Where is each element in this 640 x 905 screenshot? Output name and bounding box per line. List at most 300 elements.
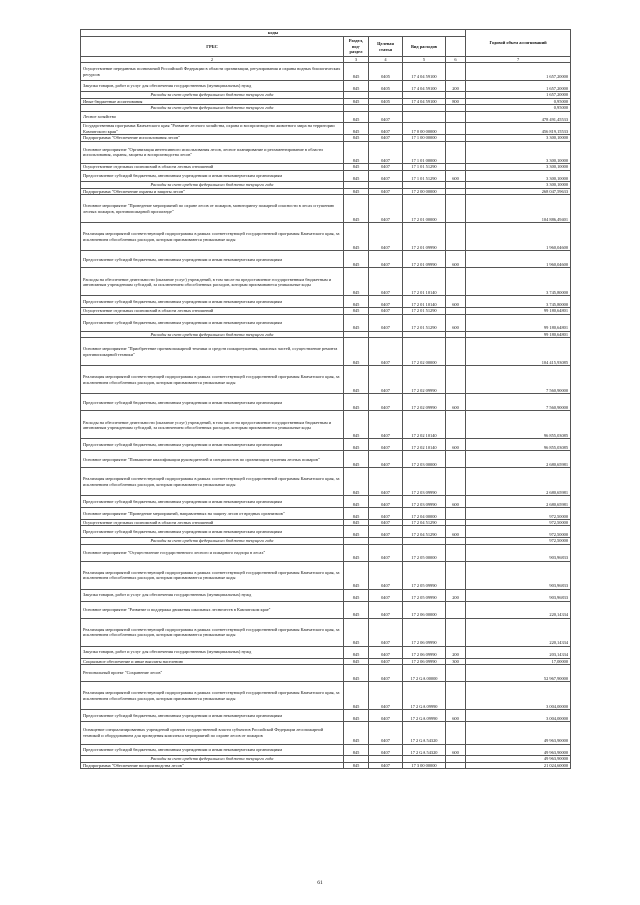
grbs-cell: 845	[344, 63, 369, 80]
amount-cell: 96 855,03085	[466, 411, 571, 439]
row-name-cell: Осуществление отдельных полномочий в области лесных отношений	[81, 519, 344, 525]
target-article-cell: 17 3 00 00000	[403, 762, 446, 768]
table-row	[81, 111, 571, 123]
razdel-cell: 0407	[369, 682, 403, 710]
amount-cell: 49 963,90000	[466, 756, 571, 762]
expense-type-cell	[446, 451, 466, 468]
grbs-cell: 845	[344, 710, 369, 722]
row-name-cell: Предоставление субсидий бюджетным, автономным учреждениям и иным некоммерческим организациям	[81, 251, 344, 268]
expense-type-cell: 600	[446, 744, 466, 756]
expense-type-cell	[446, 544, 466, 561]
amount-cell: 104 415,93085	[466, 338, 571, 366]
row-name-cell: Оснащение специализированных учреждений органов государственной власти субъектов Российской Федерации лесопожарной техникой и оборудованием для проведения комплекса мероприятий по охране лесов от пожаров	[81, 721, 344, 744]
table-row	[81, 268, 571, 296]
row-name-cell: Подпрограмма "Обеспечение охраны и защиты лесов"	[81, 188, 344, 194]
page-number: 61	[317, 880, 323, 886]
razdel-cell: 0407	[369, 601, 403, 618]
target-article-cell	[403, 111, 446, 123]
table-body	[81, 57, 571, 769]
razdel-cell: 0407	[369, 251, 403, 268]
razdel-cell: 0407	[369, 296, 403, 308]
razdel-cell: 0407	[369, 394, 403, 411]
row-name-cell: Предоставление субсидий бюджетным, автономным учреждениям и иным некоммерческим организациям	[81, 394, 344, 411]
header-grbs: ГРБС	[81, 37, 344, 57]
row-name-cell: Реализация мероприятий соответствующей подпрограммы в рамках соответствующей государственной программы Камчатского края, за исключением обособленных расходов, которым присваиваются уникальные коды	[81, 468, 344, 496]
amount-cell: 478 491,45533	[466, 111, 571, 123]
razdel-cell: 0407	[369, 188, 403, 194]
amount-cell: 972,50000	[466, 538, 571, 544]
razdel-cell: 0407	[369, 164, 403, 170]
column-index: 3	[344, 57, 369, 63]
grbs-cell: 845	[344, 526, 369, 538]
row-name-cell: Предоставление субсидий бюджетным, автономным учреждениям и иным некоммерческим организациям	[81, 496, 344, 508]
razdel-cell: 0407	[369, 721, 403, 744]
header-expense-type: Вид расходов	[403, 37, 446, 57]
amount-cell: 99 180,64801	[466, 314, 571, 331]
expense-type-cell: 800	[446, 98, 466, 104]
expense-type-cell: 200	[446, 80, 466, 92]
razdel-cell: 0407	[369, 314, 403, 331]
row-name-cell: Осуществление отдельных полномочий в области лесных отношений	[81, 164, 344, 170]
expense-type-cell	[446, 468, 466, 496]
target-article-cell: 17 2 05 09990	[403, 561, 446, 589]
razdel-cell: 0407	[369, 366, 403, 394]
amount-cell: 456 819,15533	[466, 123, 571, 135]
razdel-cell: 0407	[369, 561, 403, 589]
razdel-cell: 0405	[369, 63, 403, 80]
grbs-cell: 845	[344, 411, 369, 439]
table-row	[81, 468, 571, 496]
razdel-cell: 0407	[369, 589, 403, 601]
table-row	[81, 744, 571, 756]
table-header	[81, 30, 571, 57]
razdel-cell: 0407	[369, 111, 403, 123]
table-row	[81, 314, 571, 331]
amount-cell: 2 680,65981	[466, 451, 571, 468]
amount-cell: 1 657,20000	[466, 63, 571, 80]
razdel-cell: 0407	[369, 544, 403, 561]
expense-type-cell	[446, 223, 466, 251]
amount-cell: 0,95000	[466, 105, 571, 111]
row-name-cell: Реализация мероприятий соответствующей подпрограммы в рамках соответствующей государственной программы Камчатского края, за исключением обособленных расходов, которым присваиваются уникальные коды	[81, 366, 344, 394]
table-row	[81, 601, 571, 618]
razdel-cell: 0407	[369, 744, 403, 756]
target-article-cell: 17 2 06 09990	[403, 618, 446, 646]
target-article-cell: 17 1 01 51290	[403, 164, 446, 170]
target-article-cell: 17 2 01 09990	[403, 223, 446, 251]
row-name-cell: Осуществление отдельных полномочий в области лесных отношений	[81, 308, 344, 314]
row-name-cell: Подпрограмма "Обеспечение использования лесов"	[81, 135, 344, 141]
razdel-cell: 0407	[369, 664, 403, 681]
column-index: 7	[466, 57, 571, 63]
table-row	[81, 618, 571, 646]
target-article-cell: 17 2 01 10140	[403, 296, 446, 308]
row-name-cell: Предоставление субсидий бюджетным, автономным учреждениям и иным некоммерческим организациям	[81, 744, 344, 756]
razdel-cell: 0407	[369, 762, 403, 768]
row-name-cell: Реализация мероприятий соответствующей подпрограммы в рамках соответствующей государственной программы Камчатского края, за исключением обособленных расходов, которым присваиваются уникальные коды	[81, 223, 344, 251]
expense-type-cell	[446, 195, 466, 223]
razdel-cell: 0407	[369, 195, 403, 223]
grbs-cell: 845	[344, 468, 369, 496]
grbs-cell: 845	[344, 508, 369, 520]
table-row	[81, 80, 571, 92]
expense-type-cell	[446, 762, 466, 768]
row-name-cell: Основное мероприятие "Приобретение противопожарной техники и средств пожаротушения, запасных частей, осуществление ремонта противопожарной техники"	[81, 338, 344, 366]
row-name-cell: Расходы на обеспечение деятельности (оказание услуг) учреждений, в том числе на предоставление государственным бюджетным и автономным учреждениям субсидий, за исключением обособленных расходов, которым присваиваются уникальные коды	[81, 411, 344, 439]
row-name-cell: Предоставление субсидий бюджетным, автономным учреждениям и иным некоммерческим организациям	[81, 710, 344, 722]
grbs-cell: 845	[344, 589, 369, 601]
grbs-cell: 845	[344, 251, 369, 268]
grbs-cell: 845	[344, 544, 369, 561]
row-name-cell: Закупка товаров, работ и услуг для обеспечения государственных (муниципальных) нужд	[81, 589, 344, 601]
column-index: 4	[369, 57, 403, 63]
razdel-cell: 0407	[369, 646, 403, 658]
table-row	[81, 664, 571, 681]
row-name-cell: Основное мероприятие "Развитие и поддержка движения школьных лесничеств в Камчатском крае"	[81, 601, 344, 618]
target-article-cell: 17 2 01 51290	[403, 308, 446, 314]
target-article-cell: 17 2 04 51290	[403, 526, 446, 538]
amount-cell: 3 300,10000	[466, 182, 571, 188]
razdel-cell: 0407	[369, 223, 403, 251]
target-article-cell: 17 2 02 00000	[403, 338, 446, 366]
row-name-cell: Осуществление переданных полномочий Российской Федерации в области организации, регулирования и охраны водных биологических ресурсов	[81, 63, 344, 80]
target-article-cell: 17 2 05 00000	[403, 544, 446, 561]
target-article-cell: 17 4 04 59100	[403, 98, 446, 104]
amount-cell: 17,00000	[466, 658, 571, 664]
target-article-cell: 17 2 GA 00000	[403, 664, 446, 681]
expense-type-cell: 600	[446, 296, 466, 308]
target-article-cell: 17 2 01 10140	[403, 268, 446, 296]
grbs-cell: 845	[344, 682, 369, 710]
amount-cell: 2 680,65981	[466, 468, 571, 496]
amount-cell: 3 004,00000	[466, 710, 571, 722]
razdel-cell: 0407	[369, 710, 403, 722]
grbs-cell: 845	[344, 658, 369, 664]
grbs-cell: 845	[344, 338, 369, 366]
expense-type-cell: 200	[446, 589, 466, 601]
target-article-cell: 17 2 06 09990	[403, 658, 446, 664]
row-name-cell: Закупка товаров, работ и услуг для обеспечения государственных (муниципальных) нужд	[81, 646, 344, 658]
expense-type-cell: 600	[446, 526, 466, 538]
amount-cell: 903,96833	[466, 561, 571, 589]
row-name-cell: Предоставление субсидий бюджетным, автономным учреждениям и иным некоммерческим организациям	[81, 526, 344, 538]
target-article-cell: 17 2 05 09990	[403, 589, 446, 601]
amount-cell: 3 300,10000	[466, 141, 571, 164]
grbs-cell: 845	[344, 170, 369, 182]
target-article-cell: 17 2 GA 09990	[403, 682, 446, 710]
table-row	[81, 338, 571, 366]
table-row	[81, 170, 571, 182]
expense-type-cell	[446, 508, 466, 520]
expense-type-cell	[446, 123, 466, 135]
row-name-cell: Расходы за счет средств федерального бюджета текущего года	[81, 105, 344, 111]
amount-cell: 268 047,59633	[466, 188, 571, 194]
target-article-cell: 17 1 01 00000	[403, 141, 446, 164]
column-index: 5	[403, 57, 446, 63]
target-article-cell: 17 2 02 09990	[403, 394, 446, 411]
razdel-cell: 0407	[369, 618, 403, 646]
row-name-cell: Реализация мероприятий соответствующей подпрограммы в рамках соответствующей государственной программы Камчатского края, за исключением обособленных расходов, которым присваиваются уникальные коды	[81, 561, 344, 589]
table-row	[81, 141, 571, 164]
target-article-cell: 17 1 01 51290	[403, 170, 446, 182]
expense-type-cell	[446, 366, 466, 394]
grbs-cell: 845	[344, 296, 369, 308]
amount-cell: 903,96833	[466, 589, 571, 601]
row-name-cell: Расходы за счет средств федерального бюджета текущего года	[81, 182, 344, 188]
amount-cell: 2 680,65981	[466, 496, 571, 508]
row-name-cell: Расходы за счет средств федерального бюджета текущего года	[81, 756, 344, 762]
row-name-cell: Предоставление субсидий бюджетным, автономным учреждениям и иным некоммерческим организациям	[81, 314, 344, 331]
expense-type-cell: 600	[446, 314, 466, 331]
target-article-cell: 17 2 01 00000	[403, 195, 446, 223]
amount-cell: 903,96833	[466, 544, 571, 561]
grbs-cell: 845	[344, 618, 369, 646]
grbs-cell: 845	[344, 439, 369, 451]
expense-type-cell: 600	[446, 170, 466, 182]
row-name-cell: Расходы за счет средств федерального бюджета текущего года	[81, 538, 344, 544]
expense-type-cell	[446, 411, 466, 439]
target-article-cell: 17 2 00 00000	[403, 188, 446, 194]
razdel-cell: 0407	[369, 439, 403, 451]
expense-type-cell	[446, 561, 466, 589]
razdel-cell: 0407	[369, 508, 403, 520]
razdel-cell: 0405	[369, 98, 403, 104]
table-row	[81, 195, 571, 223]
amount-cell: 1 657,20000	[466, 92, 571, 98]
grbs-cell: 845	[344, 496, 369, 508]
table-row	[81, 394, 571, 411]
row-name-cell: Основное мероприятие "Проведение мероприятий по охране лесов от пожаров, мониторингу пожарной опасности в лесах и тушению лесных пожаров, противопожарной пропаганде"	[81, 195, 344, 223]
row-name-cell: Расходы за счет средств федерального бюджета текущего года	[81, 92, 344, 98]
amount-cell: 49 963,90000	[466, 721, 571, 744]
expense-type-cell: 600	[446, 496, 466, 508]
expense-type-cell	[446, 338, 466, 366]
table-row	[81, 526, 571, 538]
razdel-cell: 0407	[369, 451, 403, 468]
grbs-cell: 845	[344, 123, 369, 135]
row-name-cell: Государственная программа Камчатского края "Развитие лесного хозяйства, охрана и воспроизводство животного мира на территории Камчатского края"	[81, 123, 344, 135]
expense-type-cell	[446, 268, 466, 296]
table-row	[81, 366, 571, 394]
table-row	[81, 646, 571, 658]
row-name-cell: Расходы на обеспечение деятельности (оказание услуг) учреждений, в том числе на предоставление государственным бюджетным и автономным учреждениям субсидий, за исключением обособленных расходов, которым присваиваются уникальные коды	[81, 268, 344, 296]
expense-type-cell: 600	[446, 394, 466, 411]
razdel-cell: 0407	[369, 268, 403, 296]
target-article-cell: 17 2 03 09990	[403, 468, 446, 496]
row-name-cell: Основное мероприятие "Проведение мероприятий, направленных на защиту лесов от вредных организмов"	[81, 508, 344, 520]
row-name-cell: Социальное обеспечение и иные выплаты населению	[81, 658, 344, 664]
razdel-cell: 0407	[369, 658, 403, 664]
target-article-cell: 17 2 02 10140	[403, 439, 446, 451]
target-article-cell: 17 2 GA 54320	[403, 744, 446, 756]
expense-type-cell	[446, 63, 466, 80]
header-razdel: Раздел, под-раздел	[344, 37, 369, 57]
amount-cell: 96 855,03085	[466, 439, 571, 451]
razdel-cell: 0407	[369, 123, 403, 135]
table-row	[81, 123, 571, 135]
table-row	[81, 496, 571, 508]
row-name-cell: Реализация мероприятий соответствующей подпрограммы в рамках соответствующей государственной программы Камчатского края, за исключением обособленных расходов, которым присваиваются уникальные коды	[81, 618, 344, 646]
row-name-cell: Иные бюджетные ассигнования	[81, 98, 344, 104]
table-row	[81, 439, 571, 451]
amount-cell: 1 960,04600	[466, 223, 571, 251]
amount-cell: 3 745,80000	[466, 268, 571, 296]
budget-table	[80, 29, 571, 769]
table-row	[81, 508, 571, 520]
row-name-cell: Закупка товаров, работ и услуг для обеспечения государственных (муниципальных) нужд	[81, 80, 344, 92]
header-annual-volume: Годовой объем ассигнований	[466, 30, 571, 57]
target-article-cell: 17 1 00 00000	[403, 135, 446, 141]
header-target-article: Целевая статья	[369, 37, 403, 57]
amount-cell: 1 657,20000	[466, 80, 571, 92]
razdel-cell: 0407	[369, 411, 403, 439]
grbs-cell: 845	[344, 135, 369, 141]
expense-type-cell: 600	[446, 251, 466, 268]
razdel-cell: 0407	[369, 519, 403, 525]
target-article-cell: 17 2 04 00000	[403, 508, 446, 520]
table-row	[81, 544, 571, 561]
target-article-cell: 17 2 01 51290	[403, 314, 446, 331]
expense-type-cell	[446, 721, 466, 744]
table-row	[81, 63, 571, 80]
grbs-cell: 845	[344, 195, 369, 223]
table-row	[81, 710, 571, 722]
target-article-cell: 17 2 06 00000	[403, 601, 446, 618]
table-row	[81, 589, 571, 601]
amount-cell: 3 300,10000	[466, 164, 571, 170]
amount-cell: 21 024,60000	[466, 762, 571, 768]
target-article-cell: 17 2 GA 09990	[403, 710, 446, 722]
grbs-cell: 845	[344, 80, 369, 92]
amount-cell: 7 560,90000	[466, 366, 571, 394]
amount-cell: 220,14334	[466, 618, 571, 646]
amount-cell: 220,14334	[466, 601, 571, 618]
amount-cell: 49 963,90000	[466, 744, 571, 756]
grbs-cell: 845	[344, 188, 369, 194]
amount-cell: 104 886,49401	[466, 195, 571, 223]
target-article-cell: 17 2 01 09990	[403, 251, 446, 268]
column-index: 6	[446, 57, 466, 63]
amount-cell: 99 180,64801	[466, 331, 571, 337]
row-name-cell: Региональный проект "Сохранение лесов"	[81, 664, 344, 681]
amount-cell: 7 560,90000	[466, 394, 571, 411]
table-row	[81, 762, 571, 768]
target-article-cell: 17 4 04 59100	[403, 63, 446, 80]
grbs-cell: 845	[344, 366, 369, 394]
amount-cell: 972,50000	[466, 526, 571, 538]
grbs-cell: 845	[344, 646, 369, 658]
expense-type-cell	[446, 664, 466, 681]
razdel-cell: 0407	[369, 526, 403, 538]
razdel-cell: 0407	[369, 308, 403, 314]
expense-type-cell	[446, 141, 466, 164]
row-name-cell: Реализация мероприятий соответствующей подпрограммы в рамках соответствующей государственной программы Камчатского края, за исключением обособленных расходов, которым присваиваются уникальные коды	[81, 682, 344, 710]
table-row	[81, 223, 571, 251]
row-name-cell: Предоставление субсидий бюджетным, автономным учреждениям и иным некоммерческим организациям	[81, 170, 344, 182]
target-article-cell: 17 2 GA 54320	[403, 721, 446, 744]
amount-cell: 203,14334	[466, 646, 571, 658]
amount-cell: 52 967,90000	[466, 664, 571, 681]
amount-cell: 3 745,80000	[466, 296, 571, 308]
row-name-cell: Подпрограмма "Обеспечение воспроизводства лесов"	[81, 762, 344, 768]
razdel-cell: 0407	[369, 338, 403, 366]
expense-type-cell: 300	[446, 658, 466, 664]
table-row	[81, 411, 571, 439]
razdel-cell: 0407	[369, 496, 403, 508]
razdel-cell: 0407	[369, 468, 403, 496]
expense-type-cell	[446, 682, 466, 710]
razdel-cell: 0407	[369, 141, 403, 164]
row-name-cell: Лесное хозяйство	[81, 111, 344, 123]
target-article-cell: 17 2 04 51290	[403, 519, 446, 525]
razdel-cell: 0407	[369, 170, 403, 182]
grbs-cell: 845	[344, 394, 369, 411]
grbs-cell: 845	[344, 762, 369, 768]
expense-type-cell	[446, 618, 466, 646]
grbs-cell: 845	[344, 98, 369, 104]
amount-cell: 972,50000	[466, 519, 571, 525]
amount-cell: 1 960,04600	[466, 251, 571, 268]
row-name-cell: Основное мероприятие "Осуществление государственного лесного и пожарного надзора в лесах"	[81, 544, 344, 561]
table-row	[81, 451, 571, 468]
grbs-cell: 845	[344, 519, 369, 525]
target-article-cell: 17 2 03 00000	[403, 451, 446, 468]
amount-cell: 3 300,10000	[466, 135, 571, 141]
row-name-cell: Предоставление субсидий бюджетным, автономным учреждениям и иным некоммерческим организациям	[81, 296, 344, 308]
expense-type-cell: 600	[446, 710, 466, 722]
target-article-cell: 17 4 04 59100	[403, 80, 446, 92]
expense-type-cell	[446, 601, 466, 618]
expense-type-cell: 600	[446, 439, 466, 451]
target-article-cell: 17 2 03 09990	[403, 496, 446, 508]
column-index: 2	[81, 57, 344, 63]
expense-type-cell: 200	[446, 646, 466, 658]
amount-cell: 972,50000	[466, 508, 571, 520]
amount-cell: 99 180,64801	[466, 308, 571, 314]
grbs-cell: 845	[344, 314, 369, 331]
grbs-cell: 845	[344, 451, 369, 468]
amount-cell: 3 300,10000	[466, 170, 571, 182]
grbs-cell: 845	[344, 664, 369, 681]
row-name-cell: Основное мероприятие "Организация интенсивного использования лесов, лесное планирование и регламентирование в области использования, охраны, защиты и воспроизводства лесов"	[81, 141, 344, 164]
grbs-cell: 845	[344, 721, 369, 744]
table-row	[81, 296, 571, 308]
target-article-cell: 17 2 06 09990	[403, 646, 446, 658]
grbs-cell: 845	[344, 111, 369, 123]
amount-cell: 0,95000	[466, 98, 571, 104]
target-article-cell: 17 0 00 00000	[403, 123, 446, 135]
razdel-cell: 0407	[369, 135, 403, 141]
table-row	[81, 721, 571, 744]
grbs-cell: 845	[344, 141, 369, 164]
grbs-cell: 845	[344, 164, 369, 170]
target-article-cell: 17 2 02 09990	[403, 366, 446, 394]
razdel-cell: 0405	[369, 80, 403, 92]
grbs-cell: 845	[344, 308, 369, 314]
target-article-cell: 17 2 02 10140	[403, 411, 446, 439]
expense-type-cell	[446, 111, 466, 123]
grbs-cell: 845	[344, 744, 369, 756]
header-codes-group: коды	[81, 30, 466, 37]
row-name-cell: Расходы за счет средств федерального бюджета текущего года	[81, 331, 344, 337]
row-name-cell: Основное мероприятие "Повышение квалификации руководителей и специалистов по организации тушения лесных пожаров"	[81, 451, 344, 468]
table-row	[81, 561, 571, 589]
row-name-cell: Предоставление субсидий бюджетным, автономным учреждениям и иным некоммерческим организациям	[81, 439, 344, 451]
grbs-cell: 845	[344, 268, 369, 296]
amount-cell: 3 004,00000	[466, 682, 571, 710]
grbs-cell: 845	[344, 601, 369, 618]
table-row	[81, 682, 571, 710]
